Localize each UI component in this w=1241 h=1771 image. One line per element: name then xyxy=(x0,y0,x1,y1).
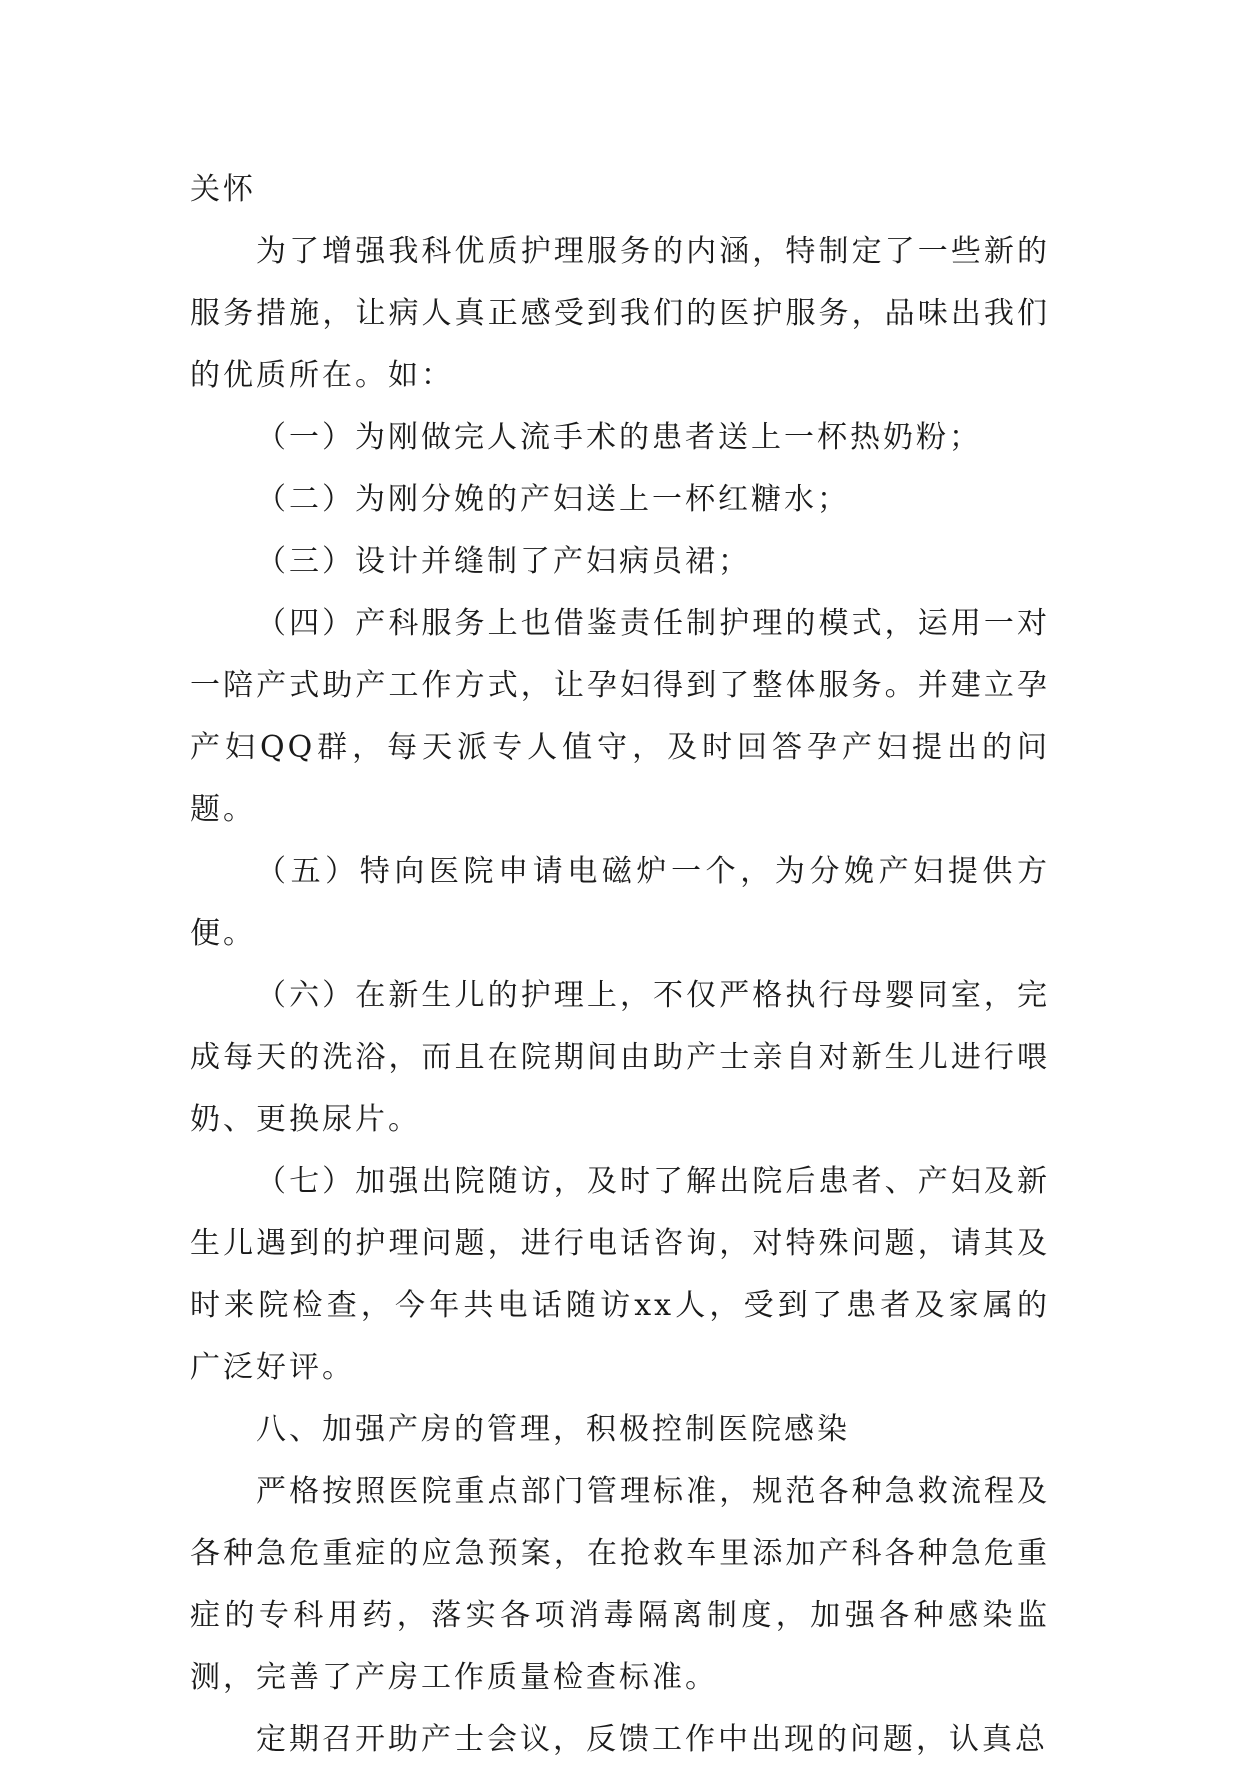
document-body xyxy=(190,159,1050,1771)
paragraph-body-continued: 定期召开助产士会议，反馈工作中出现的问题，认真总 xyxy=(256,1722,1048,1757)
paragraph-continuation: 关怀 xyxy=(190,172,256,207)
list-item-3: （三）设计并缝制了产妇病员裙； xyxy=(256,544,751,579)
list-item-6: （六）在新生儿的护理上，不仅严格执行母婴同室，完成每天的洗浴，而且在院期间由助产士亲自对新生儿进行喂奶、更换尿片。 xyxy=(190,978,1050,1137)
paragraph-intro: 为了增强我科优质护理服务的内涵，特制定了一些新的服务措施，让病人真正感受到我们的医护服务，品味出我们的优质所在。如： xyxy=(190,234,1050,393)
list-item-1: （一）为刚做完人流手术的患者送上一杯热奶粉； xyxy=(256,420,982,455)
list-item-4: （四）产科服务上也借鉴责任制护理的模式，运用一对一陪产式助产工作方式，让孕妇得到了整体服务。并建立孕产妇QQ群，每天派专人值守，及时回答孕产妇提出的问题。 xyxy=(190,606,1050,827)
list-item-7: （七）加强出院随访，及时了解出院后患者、产妇及新生儿遇到的护理问题，进行电话咨询，对特殊问题，请其及时来院检查，今年共电话随访xx人，受到了患者及家属的广泛好评。 xyxy=(190,1164,1050,1385)
section-heading-8: 八、加强产房的管理，积极控制医院感染 xyxy=(256,1412,850,1447)
list-item-2: （二）为刚分娩的产妇送上一杯红糖水； xyxy=(256,482,850,517)
list-item-5: （五）特向医院申请电磁炉一个，为分娩产妇提供方便。 xyxy=(190,854,1050,951)
paragraph-body: 严格按照医院重点部门管理标准，规范各种急救流程及各种急危重症的应急预案，在抢救车里添加产科各种急危重症的专科用药，落实各项消毒隔离制度，加强各种感染监测，完善了产房工作质量检查标准。 xyxy=(190,1474,1050,1695)
